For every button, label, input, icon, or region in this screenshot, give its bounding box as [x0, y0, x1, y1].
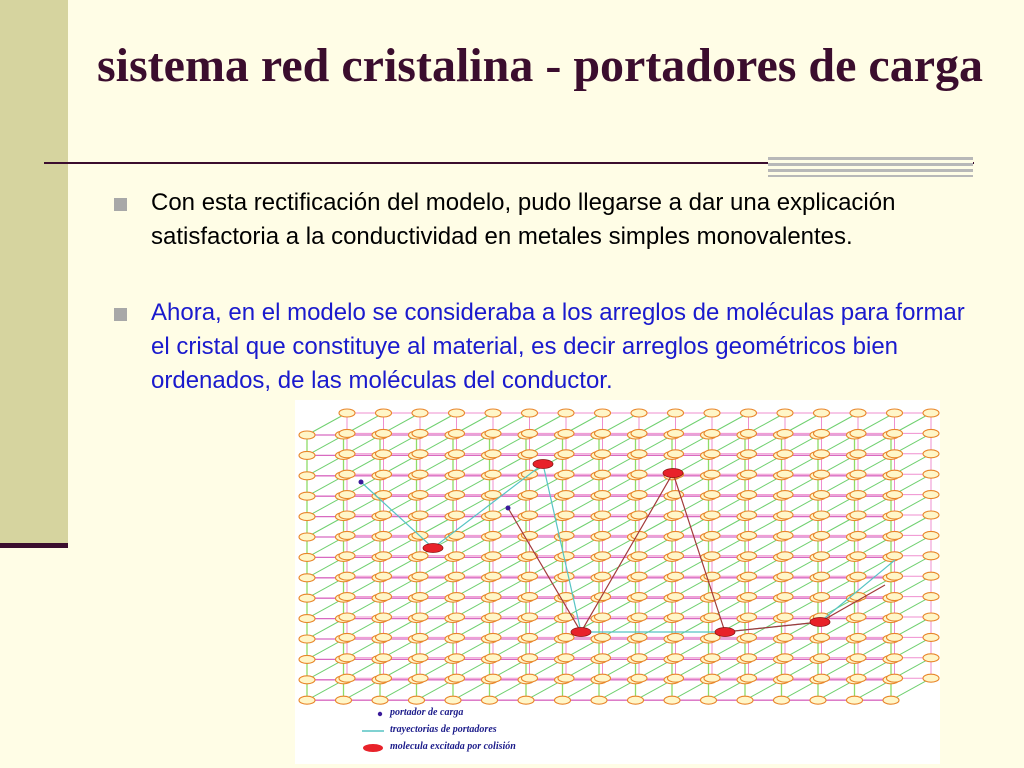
molecule	[741, 511, 757, 519]
molecule	[704, 429, 720, 437]
excited-molecule-icon	[361, 742, 385, 754]
molecule	[887, 491, 903, 499]
molecule	[558, 633, 574, 641]
molecule	[923, 593, 939, 601]
molecule	[376, 572, 392, 580]
molecule	[923, 511, 939, 519]
molecule	[558, 552, 574, 560]
molecule	[668, 511, 684, 519]
molecule	[376, 429, 392, 437]
molecule	[595, 552, 611, 560]
bullet-text-1: Con esta rectificación del modelo, pudo llegarse a dar una explicación satisfactoria a la conductividad en metales simples monovalentes.	[151, 189, 896, 250]
molecule	[668, 429, 684, 437]
molecule	[376, 654, 392, 662]
molecule	[777, 593, 793, 601]
excited-molecule	[663, 469, 683, 478]
molecule	[850, 572, 866, 580]
molecule	[777, 450, 793, 458]
molecule	[850, 552, 866, 560]
molecule	[814, 511, 830, 519]
molecule	[701, 696, 717, 704]
molecule	[704, 450, 720, 458]
molecule	[412, 491, 428, 499]
carrier-dot-icon	[373, 709, 387, 719]
molecule	[299, 533, 315, 541]
molecule	[887, 429, 903, 437]
molecule	[814, 633, 830, 641]
molecule	[704, 674, 720, 682]
molecule	[485, 593, 501, 601]
molecule	[814, 674, 830, 682]
molecule	[299, 553, 315, 561]
molecule	[883, 696, 899, 704]
molecule	[741, 409, 757, 417]
molecule	[339, 613, 355, 621]
molecule	[485, 552, 501, 560]
molecule	[449, 511, 465, 519]
molecule	[741, 572, 757, 580]
molecule	[485, 613, 501, 621]
molecule	[555, 696, 571, 704]
bullet-square-icon	[114, 198, 127, 211]
charge-carrier	[359, 480, 364, 485]
molecule	[741, 491, 757, 499]
molecule	[704, 409, 720, 417]
excited-molecule	[571, 628, 591, 637]
molecule	[777, 552, 793, 560]
molecule	[376, 531, 392, 539]
molecule	[923, 654, 939, 662]
molecule	[558, 409, 574, 417]
molecule	[631, 450, 647, 458]
legend-carrier: portador de carga	[390, 707, 464, 718]
molecule	[668, 613, 684, 621]
molecule	[522, 613, 538, 621]
molecule	[299, 594, 315, 602]
molecule	[741, 470, 757, 478]
molecule	[449, 409, 465, 417]
molecule	[777, 470, 793, 478]
molecule	[737, 696, 753, 704]
molecule	[412, 572, 428, 580]
molecule	[485, 409, 501, 417]
molecule	[777, 531, 793, 539]
molecule	[485, 654, 501, 662]
molecule	[412, 409, 428, 417]
molecule	[923, 572, 939, 580]
molecule	[299, 676, 315, 684]
molecule	[449, 572, 465, 580]
molecule	[558, 491, 574, 499]
molecule	[741, 593, 757, 601]
molecule	[595, 470, 611, 478]
molecule	[449, 470, 465, 478]
molecule	[558, 429, 574, 437]
molecule	[449, 531, 465, 539]
molecule	[449, 593, 465, 601]
molecule	[668, 593, 684, 601]
molecule	[336, 696, 352, 704]
molecule	[631, 511, 647, 519]
molecule	[339, 654, 355, 662]
molecule	[704, 491, 720, 499]
bullet-text-2: Ahora, en el modelo se consideraba a los arreglos de moléculas para formar el cristal que constituye al material, es decir arreglos geométricos bien ordenados, de las moléculas del conductor.	[151, 299, 965, 394]
molecule	[887, 450, 903, 458]
molecule	[412, 654, 428, 662]
molecule	[372, 696, 388, 704]
molecule	[376, 552, 392, 560]
molecule	[850, 409, 866, 417]
molecule	[668, 450, 684, 458]
molecule	[814, 429, 830, 437]
molecule	[522, 654, 538, 662]
excited-molecule	[810, 618, 830, 627]
molecule	[299, 574, 315, 582]
molecule	[299, 615, 315, 623]
slide-title: sistema red cristalina - portadores de carga	[96, 39, 984, 92]
molecule	[631, 552, 647, 560]
molecule	[376, 470, 392, 478]
molecule	[777, 429, 793, 437]
molecule	[485, 470, 501, 478]
molecule	[850, 613, 866, 621]
molecule	[741, 429, 757, 437]
molecule	[412, 429, 428, 437]
molecule	[704, 531, 720, 539]
molecule	[850, 491, 866, 499]
molecule	[850, 674, 866, 682]
molecule	[412, 552, 428, 560]
molecule	[449, 654, 465, 662]
molecule	[339, 450, 355, 458]
excited-molecule	[533, 460, 553, 469]
molecule	[449, 552, 465, 560]
molecule	[376, 450, 392, 458]
molecule	[485, 633, 501, 641]
molecule	[741, 531, 757, 539]
molecule	[777, 511, 793, 519]
molecule	[923, 450, 939, 458]
molecule	[339, 470, 355, 478]
molecule	[376, 613, 392, 621]
molecule	[522, 572, 538, 580]
molecule	[777, 613, 793, 621]
molecule	[631, 613, 647, 621]
molecule	[741, 654, 757, 662]
molecule	[631, 409, 647, 417]
molecule	[850, 633, 866, 641]
molecule	[595, 613, 611, 621]
lattice-grid	[307, 413, 931, 700]
molecule	[522, 633, 538, 641]
molecule	[299, 655, 315, 663]
molecule	[741, 613, 757, 621]
molecule	[887, 572, 903, 580]
molecule	[923, 531, 939, 539]
molecule	[887, 531, 903, 539]
molecule	[595, 633, 611, 641]
molecule	[412, 593, 428, 601]
molecule	[339, 429, 355, 437]
molecule	[339, 531, 355, 539]
molecule	[887, 511, 903, 519]
molecule	[522, 409, 538, 417]
molecule	[558, 572, 574, 580]
molecule	[376, 409, 392, 417]
molecule	[741, 552, 757, 560]
molecule	[485, 511, 501, 519]
molecule	[376, 593, 392, 601]
molecule	[449, 450, 465, 458]
molecule	[409, 696, 425, 704]
molecule	[558, 450, 574, 458]
molecule	[558, 470, 574, 478]
molecule	[412, 470, 428, 478]
molecule	[923, 491, 939, 499]
molecule	[595, 491, 611, 499]
molecule	[847, 696, 863, 704]
molecule	[631, 633, 647, 641]
molecule	[485, 531, 501, 539]
title-divider-accent	[768, 157, 973, 177]
legend-trajectories: trayectorias de portadores	[390, 724, 497, 735]
molecule	[777, 491, 793, 499]
molecule	[595, 572, 611, 580]
molecule	[412, 613, 428, 621]
molecule	[339, 674, 355, 682]
molecule	[449, 613, 465, 621]
molecule	[668, 654, 684, 662]
molecule	[485, 674, 501, 682]
molecule	[850, 470, 866, 478]
molecule	[887, 409, 903, 417]
molecule	[412, 633, 428, 641]
molecule	[887, 470, 903, 478]
molecule	[704, 654, 720, 662]
molecule	[595, 511, 611, 519]
molecule	[412, 450, 428, 458]
molecule	[887, 674, 903, 682]
molecule	[376, 674, 392, 682]
molecule	[668, 552, 684, 560]
molecule	[412, 674, 428, 682]
molecule	[814, 572, 830, 580]
molecule	[814, 593, 830, 601]
molecule	[449, 491, 465, 499]
molecule	[631, 674, 647, 682]
molecule	[923, 552, 939, 560]
molecule	[814, 552, 830, 560]
molecule	[631, 429, 647, 437]
molecule	[339, 409, 355, 417]
molecule	[887, 633, 903, 641]
molecule	[810, 696, 826, 704]
molecule	[631, 593, 647, 601]
molecule	[631, 572, 647, 580]
molecule	[923, 674, 939, 682]
molecule	[445, 696, 461, 704]
molecule	[522, 593, 538, 601]
molecule	[522, 450, 538, 458]
molecule	[850, 654, 866, 662]
molecule	[412, 511, 428, 519]
molecule	[923, 409, 939, 417]
charge-carrier	[506, 506, 511, 511]
molecule	[814, 450, 830, 458]
molecule	[850, 511, 866, 519]
molecule	[668, 633, 684, 641]
molecule	[777, 633, 793, 641]
molecule	[668, 409, 684, 417]
molecule	[631, 654, 647, 662]
bullet-item-2	[114, 296, 974, 398]
molecule	[668, 674, 684, 682]
molecule	[814, 491, 830, 499]
molecule	[814, 470, 830, 478]
molecule	[522, 674, 538, 682]
molecule	[449, 674, 465, 682]
molecule	[558, 654, 574, 662]
molecule	[595, 674, 611, 682]
molecule	[485, 450, 501, 458]
molecule	[339, 491, 355, 499]
molecule	[595, 429, 611, 437]
molecule	[668, 572, 684, 580]
molecule	[704, 552, 720, 560]
molecule	[850, 531, 866, 539]
molecule	[299, 431, 315, 439]
molecule	[814, 531, 830, 539]
molecule	[774, 696, 790, 704]
molecule	[482, 696, 498, 704]
molecule	[704, 511, 720, 519]
trajectory-line-icon	[361, 726, 385, 736]
molecule	[595, 654, 611, 662]
molecule	[923, 613, 939, 621]
molecule	[339, 572, 355, 580]
molecule	[595, 409, 611, 417]
molecule	[704, 470, 720, 478]
molecule	[299, 635, 315, 643]
legend-excited: molecula excitada por colisión	[390, 741, 516, 752]
molecule	[485, 572, 501, 580]
molecule	[850, 429, 866, 437]
molecule	[887, 654, 903, 662]
molecule	[664, 696, 680, 704]
molecule	[449, 633, 465, 641]
molecule	[299, 513, 315, 521]
molecule	[522, 511, 538, 519]
bullet-square-icon	[114, 308, 127, 321]
bullet-item-1	[114, 186, 974, 254]
molecule	[741, 674, 757, 682]
molecule	[631, 491, 647, 499]
molecule	[814, 654, 830, 662]
molecule	[299, 492, 315, 500]
left-decor-band	[0, 0, 68, 548]
molecule	[376, 511, 392, 519]
molecule	[376, 633, 392, 641]
molecule	[923, 633, 939, 641]
molecule	[777, 409, 793, 417]
molecule	[558, 511, 574, 519]
molecule	[339, 633, 355, 641]
molecule	[887, 613, 903, 621]
molecule	[923, 429, 939, 437]
molecule	[339, 593, 355, 601]
molecule	[449, 429, 465, 437]
molecule	[741, 450, 757, 458]
excited-molecule	[423, 544, 443, 553]
molecule	[522, 491, 538, 499]
molecule	[923, 470, 939, 478]
molecule	[339, 511, 355, 519]
molecule	[777, 572, 793, 580]
molecule	[741, 633, 757, 641]
molecule	[595, 531, 611, 539]
molecule	[299, 472, 315, 480]
molecule	[704, 613, 720, 621]
molecule	[485, 429, 501, 437]
molecule	[518, 696, 534, 704]
molecule	[777, 674, 793, 682]
molecule	[595, 450, 611, 458]
excited-molecule	[715, 628, 735, 637]
molecule	[887, 552, 903, 560]
crystal-lattice-figure	[295, 400, 940, 764]
molecule	[522, 429, 538, 437]
molecule	[339, 552, 355, 560]
molecule	[558, 674, 574, 682]
molecule	[628, 696, 644, 704]
molecule	[558, 531, 574, 539]
molecule	[668, 531, 684, 539]
molecule	[631, 470, 647, 478]
molecule	[299, 696, 315, 704]
molecule	[591, 696, 607, 704]
molecule	[850, 450, 866, 458]
molecule	[887, 593, 903, 601]
molecule	[777, 654, 793, 662]
molecule	[299, 451, 315, 459]
left-band-rule	[0, 543, 68, 548]
molecule	[814, 409, 830, 417]
